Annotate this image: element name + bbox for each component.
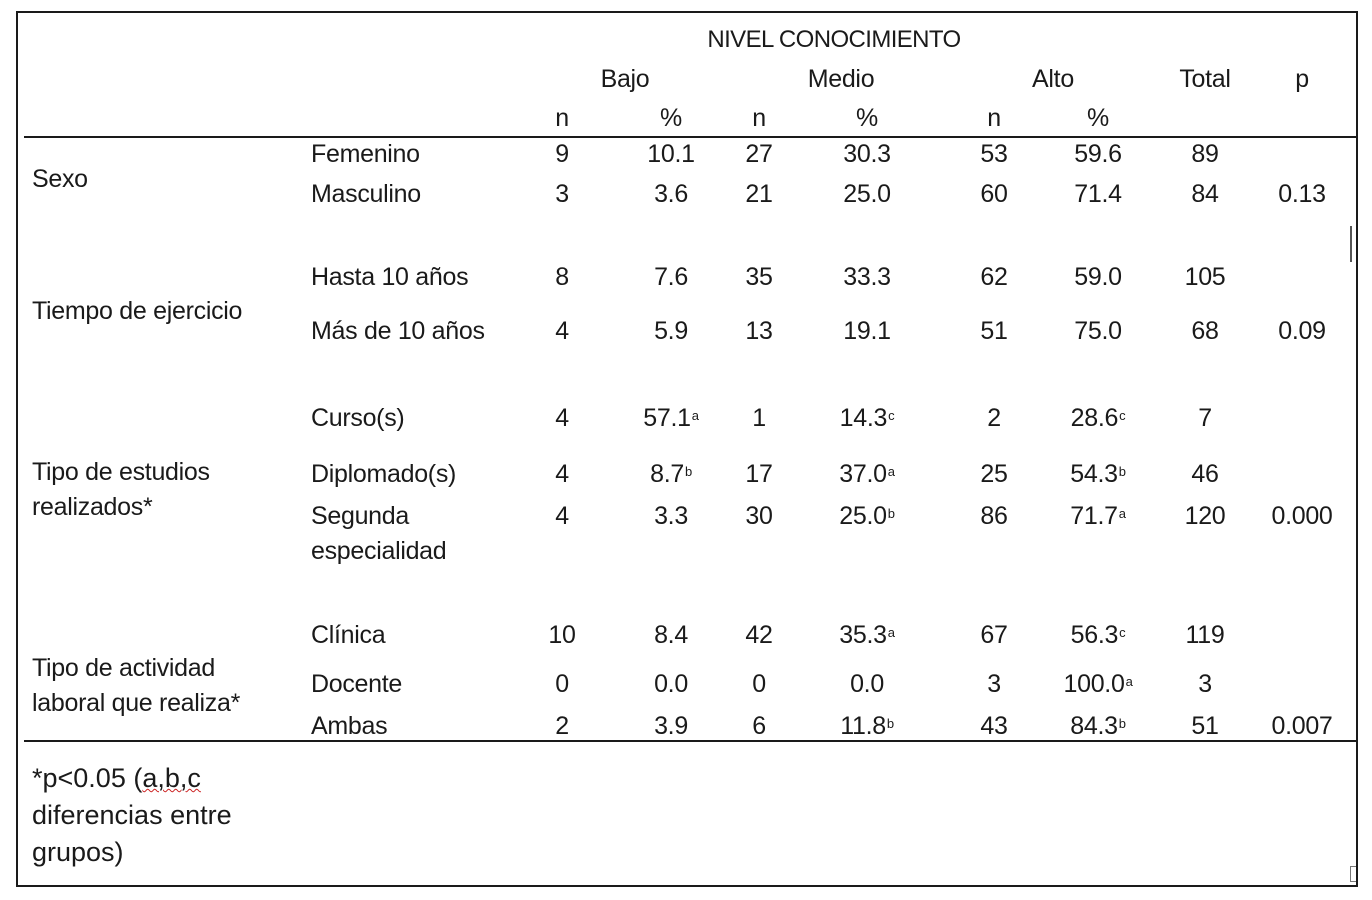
cell-value: 8.4 bbox=[654, 621, 688, 649]
row-label: Hasta 10 años bbox=[311, 263, 469, 291]
cell-value: 25.0 bbox=[843, 180, 891, 208]
table-cell bbox=[654, 621, 688, 649]
table-cell bbox=[980, 460, 1007, 488]
cell-value: 59.6 bbox=[1074, 140, 1122, 168]
group-label: realizados* bbox=[32, 493, 153, 521]
table-cell bbox=[745, 263, 772, 291]
table-cell bbox=[843, 263, 890, 291]
cell-value: 25 bbox=[980, 460, 1008, 488]
table-cell bbox=[643, 404, 698, 432]
table-cell bbox=[987, 404, 1001, 432]
cell-value: 25.0 bbox=[839, 502, 887, 530]
row-label: Clínica bbox=[311, 621, 386, 649]
table-cell bbox=[745, 460, 772, 488]
table-cell bbox=[555, 180, 569, 208]
significance-superscript: c bbox=[1119, 625, 1126, 640]
table-cell bbox=[555, 263, 569, 291]
cell-value: 2 bbox=[987, 404, 1001, 432]
table-cell bbox=[980, 180, 1007, 208]
cell-value: 2 bbox=[555, 712, 569, 740]
significance-superscript: c bbox=[1119, 408, 1126, 423]
cell-value: 54.3 bbox=[1070, 460, 1118, 488]
cell-value: 59.0 bbox=[1074, 263, 1122, 291]
table-cell bbox=[1185, 263, 1226, 291]
table-cell bbox=[745, 180, 772, 208]
row-label: Femenino bbox=[311, 140, 420, 168]
table-cell bbox=[1198, 670, 1212, 698]
cell-value: 84.3 bbox=[1070, 712, 1118, 740]
footnote-marked: a,b,c bbox=[142, 763, 201, 793]
cell-value: 28.6 bbox=[1070, 404, 1119, 432]
cell-value: 3 bbox=[1198, 670, 1212, 698]
n-header: n bbox=[987, 104, 1001, 132]
table-cell bbox=[980, 317, 1007, 345]
cell-value: 0.007 bbox=[1271, 712, 1333, 740]
cell-value: 3 bbox=[987, 670, 1001, 698]
table-cell bbox=[752, 670, 766, 698]
significance-superscript: a bbox=[1118, 506, 1126, 521]
table-cell bbox=[745, 502, 772, 530]
cell-value: 75.0 bbox=[1074, 317, 1122, 345]
significance-superscript: c bbox=[888, 408, 895, 423]
table-cell bbox=[980, 140, 1007, 168]
cell-value: 30 bbox=[745, 502, 773, 530]
row-label: Más de 10 años bbox=[311, 317, 485, 345]
table-cell bbox=[1185, 502, 1226, 530]
cell-value: 6 bbox=[752, 712, 766, 740]
table-cell bbox=[839, 621, 894, 649]
cell-value: 14.3 bbox=[839, 404, 888, 432]
cell-value: 105 bbox=[1184, 263, 1226, 291]
group-label: Tipo de actividad bbox=[32, 654, 215, 682]
cell-value: 27 bbox=[745, 140, 773, 168]
cell-value: 119 bbox=[1185, 621, 1225, 649]
table-cell bbox=[745, 621, 772, 649]
table-cell bbox=[843, 140, 890, 168]
significance-superscript: a bbox=[887, 625, 895, 640]
table-cell bbox=[555, 317, 569, 345]
table-cell bbox=[654, 180, 688, 208]
table-cell bbox=[555, 404, 569, 432]
row-label: Curso(s) bbox=[311, 404, 405, 432]
table-cell bbox=[1278, 180, 1325, 208]
cell-value: 8 bbox=[555, 263, 569, 291]
row-label: Masculino bbox=[311, 180, 421, 208]
pct-header: % bbox=[856, 104, 878, 132]
row-label: Diplomado(s) bbox=[311, 460, 457, 488]
n-header: n bbox=[555, 104, 569, 132]
table-cell bbox=[987, 670, 1001, 698]
cell-value: 4 bbox=[555, 502, 569, 530]
table-cell bbox=[555, 670, 569, 698]
level-medio-header: Medio bbox=[807, 65, 875, 93]
level-alto-header: Alto bbox=[1032, 65, 1074, 93]
pct-header: % bbox=[1087, 104, 1109, 132]
group-label: Sexo bbox=[32, 165, 88, 193]
cell-value: 42 bbox=[745, 621, 773, 649]
cell-value: 0.0 bbox=[850, 670, 884, 698]
table-cell bbox=[839, 502, 894, 530]
cell-value: 120 bbox=[1184, 502, 1226, 530]
cell-value: 57.1 bbox=[643, 404, 691, 432]
table-cell bbox=[1191, 180, 1218, 208]
table-cell bbox=[980, 263, 1007, 291]
total-header: Total bbox=[1179, 65, 1231, 93]
table-cell bbox=[745, 140, 772, 168]
cell-value: 46 bbox=[1191, 460, 1219, 488]
table-cell bbox=[843, 317, 890, 345]
pct-header: % bbox=[660, 104, 682, 132]
table-cell bbox=[980, 502, 1007, 530]
cell-value: 17 bbox=[745, 460, 773, 488]
cell-value: 100.0 bbox=[1063, 670, 1125, 698]
significance-superscript: a bbox=[887, 464, 895, 479]
table-cell bbox=[1271, 712, 1332, 740]
resize-corner-icon bbox=[1350, 866, 1356, 882]
group-label: Tiempo de ejercicio bbox=[32, 297, 243, 325]
cell-value: 1 bbox=[752, 404, 766, 432]
cell-value: 51 bbox=[1191, 712, 1219, 740]
table-cell bbox=[752, 712, 766, 740]
table-cell bbox=[752, 404, 766, 432]
cell-value: 13 bbox=[745, 317, 773, 345]
table-cell bbox=[980, 621, 1007, 649]
table-cell bbox=[1070, 460, 1125, 488]
cell-value: 0.13 bbox=[1278, 180, 1326, 208]
header-divider bbox=[24, 136, 1357, 138]
cell-value: 35 bbox=[745, 263, 773, 291]
significance-superscript: a bbox=[1125, 674, 1133, 689]
footnote-line: grupos) bbox=[32, 837, 124, 867]
significance-superscript: b bbox=[887, 506, 895, 521]
cell-value: 71.7 bbox=[1070, 502, 1118, 530]
cell-value: 8.7 bbox=[650, 460, 684, 488]
cell-value: 86 bbox=[980, 502, 1008, 530]
footnote-prefix: *p<0.05 ( bbox=[32, 763, 143, 793]
cell-value: 71.4 bbox=[1074, 180, 1122, 208]
table-cell bbox=[1074, 180, 1121, 208]
cell-value: 3.3 bbox=[654, 502, 688, 530]
table-cell bbox=[843, 180, 890, 208]
table-cell bbox=[1271, 502, 1332, 530]
cell-value: 4 bbox=[555, 317, 569, 345]
n-header: n bbox=[752, 104, 766, 132]
table-cell bbox=[650, 460, 692, 488]
significance-superscript: b bbox=[1118, 464, 1126, 479]
table-cell bbox=[1191, 140, 1218, 168]
table-cell bbox=[1191, 317, 1218, 345]
cell-value: 37.0 bbox=[839, 460, 887, 488]
cell-value: 60 bbox=[980, 180, 1008, 208]
row-label: Docente bbox=[311, 670, 403, 698]
table-cell bbox=[850, 670, 884, 698]
cell-value: 9 bbox=[555, 140, 569, 168]
table-cell bbox=[1074, 317, 1121, 345]
footnote-line: diferencias entre bbox=[32, 800, 232, 830]
level-bajo-header: Bajo bbox=[600, 65, 650, 93]
cell-value: 7.6 bbox=[654, 263, 688, 291]
cell-value: 56.3 bbox=[1070, 621, 1119, 649]
table-cell bbox=[840, 404, 895, 432]
cell-value: 0.0 bbox=[654, 670, 688, 698]
row-label: Segunda bbox=[311, 502, 409, 530]
cell-value: 84 bbox=[1191, 180, 1219, 208]
cell-value: 35.3 bbox=[839, 621, 887, 649]
cell-value: 11.8 bbox=[840, 712, 886, 740]
cell-value: 0.000 bbox=[1271, 502, 1333, 530]
cell-value: 30.3 bbox=[843, 140, 891, 168]
table-cell bbox=[1070, 502, 1125, 530]
cell-value: 0 bbox=[555, 670, 569, 698]
table-cell bbox=[555, 502, 569, 530]
table-cell bbox=[654, 317, 688, 345]
table-cell bbox=[654, 670, 688, 698]
group-label: Tipo de estudios bbox=[32, 458, 210, 486]
row-label: especialidad bbox=[311, 537, 447, 565]
cell-value: 3 bbox=[555, 180, 569, 208]
table-cell bbox=[555, 460, 569, 488]
cell-value: 7 bbox=[1198, 404, 1212, 432]
table-cell bbox=[548, 621, 575, 649]
cell-value: 0 bbox=[752, 670, 766, 698]
table-cell bbox=[839, 460, 894, 488]
table-cell bbox=[1071, 621, 1126, 649]
significance-superscript: a bbox=[691, 408, 699, 423]
table-cell bbox=[1071, 404, 1126, 432]
table-cell bbox=[654, 263, 688, 291]
cell-value: 10.1 bbox=[647, 140, 695, 168]
cell-value: 5.9 bbox=[654, 317, 688, 345]
group-label: laboral que realiza* bbox=[32, 689, 241, 717]
cell-value: 62 bbox=[980, 263, 1008, 291]
cell-value: 33.3 bbox=[843, 263, 891, 291]
table-cell bbox=[1198, 404, 1212, 432]
table-cell bbox=[840, 712, 894, 740]
table-cell bbox=[654, 712, 688, 740]
cell-value: 67 bbox=[980, 621, 1008, 649]
cell-value: 21 bbox=[745, 180, 773, 208]
table-cell bbox=[1074, 140, 1121, 168]
table-cell bbox=[1074, 263, 1121, 291]
cell-value: 68 bbox=[1191, 317, 1219, 345]
table-cell bbox=[980, 712, 1007, 740]
cell-value: 89 bbox=[1191, 140, 1219, 168]
cell-value: 4 bbox=[555, 460, 569, 488]
p-header: p bbox=[1295, 65, 1309, 93]
cell-value: 19.1 bbox=[843, 317, 891, 345]
table-cell bbox=[1278, 317, 1325, 345]
scrollbar-thumb[interactable] bbox=[1350, 226, 1352, 262]
cell-value: 43 bbox=[980, 712, 1008, 740]
row-label: Ambas bbox=[311, 712, 388, 740]
cell-value: 4 bbox=[555, 404, 569, 432]
table-cell bbox=[745, 317, 772, 345]
significance-superscript: b bbox=[886, 716, 894, 731]
table-cell bbox=[1064, 670, 1133, 698]
footnote bbox=[32, 760, 232, 871]
table-cell bbox=[1191, 712, 1218, 740]
table-cell bbox=[555, 140, 569, 168]
table-cell bbox=[1070, 712, 1125, 740]
table-cell bbox=[1191, 460, 1218, 488]
significance-superscript: b bbox=[1118, 716, 1126, 731]
table-cell bbox=[654, 502, 688, 530]
cell-value: 51 bbox=[980, 317, 1008, 345]
cell-value: 3.9 bbox=[654, 712, 688, 740]
cell-value: 53 bbox=[980, 140, 1008, 168]
cell-value: 3.6 bbox=[654, 180, 688, 208]
cell-value: 10 bbox=[548, 621, 576, 649]
table-title: NIVEL CONOCIMIENTO bbox=[707, 26, 961, 53]
footer-divider bbox=[24, 740, 1357, 742]
table-cell bbox=[647, 140, 694, 168]
table-cell bbox=[555, 712, 569, 740]
cell-value: 0.09 bbox=[1278, 317, 1326, 345]
significance-superscript: b bbox=[684, 464, 692, 479]
table-cell bbox=[1186, 621, 1225, 649]
